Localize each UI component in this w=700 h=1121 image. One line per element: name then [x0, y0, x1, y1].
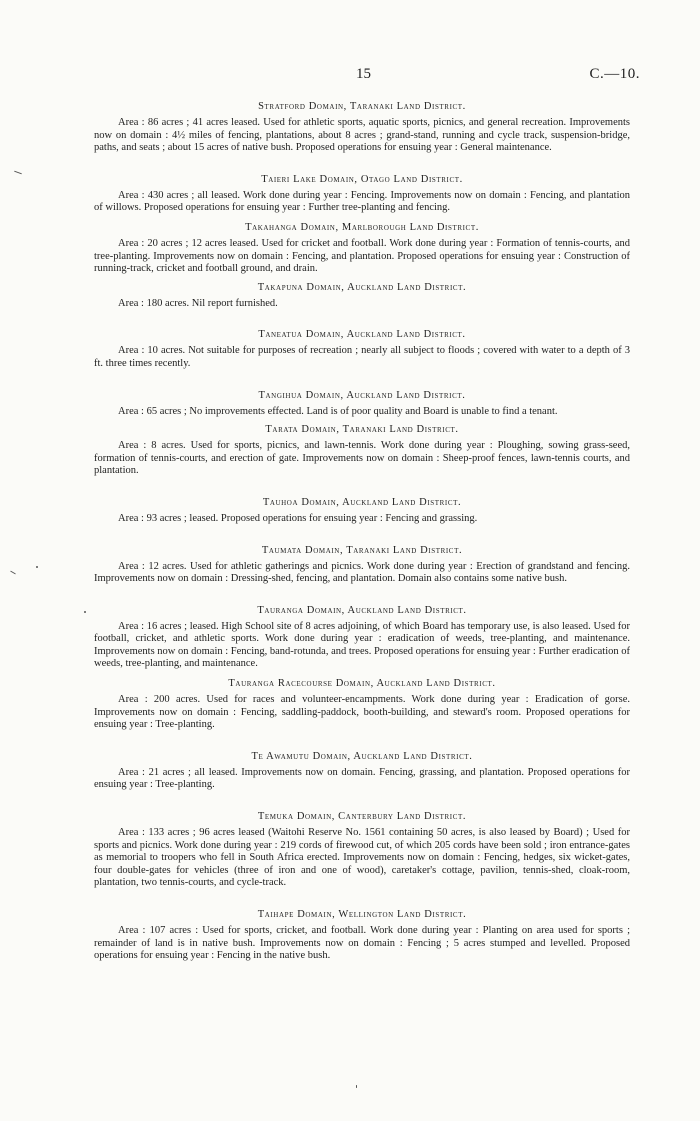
- domain-title: Taieri Lake Domain, Otago Land District.: [261, 173, 463, 185]
- domain-description: Area : 10 acres. Not suitable for purposes of recreation ; nearly all subject to floods ; covered with water to a depth of 3 ft. three times recently.: [94, 345, 630, 369]
- page-number: 15: [356, 66, 371, 82]
- domain-entry: [94, 389, 630, 419]
- scan-speck: [10, 571, 16, 575]
- domain-title: Takapuna Domain, Auckland Land District.: [257, 281, 467, 293]
- domain-description: Area : 65 acres ; No improvements effected. Land is of poor quality and Board is unable to find a tenant.: [118, 405, 558, 417]
- domain-entry: [94, 677, 630, 732]
- domain-entry: [94, 173, 630, 215]
- domain-description: Area : 12 acres. Used for athletic gatherings and picnics. Work done during year : Erection of grandstand and fencing. Improvements now on domain : Dressing-shed, fencing, and plantation. Domain also contains some native bush.: [94, 560, 630, 585]
- domain-entry: [94, 750, 630, 792]
- domain-title: Tarata Domain, Taranaki Land District.: [265, 424, 459, 436]
- domain-title: Te Awamutu Domain, Auckland Land District.: [251, 750, 473, 762]
- page-header: [0, 66, 700, 86]
- scan-speck: [14, 171, 22, 175]
- domain-description: Area : 93 acres ; leased. Proposed operations for ensuing year : Fencing and grassing.: [118, 512, 478, 524]
- domain-description: Area : 200 acres. Used for races and volunteer-encampments. Work done during year : Eradication of gorse. Improvements now on domain : Fencing, saddling-paddock, booth-building, and steward's room. Proposed operations for ensuing year : Tree-planting.: [94, 694, 630, 731]
- scan-speck: [36, 566, 38, 568]
- domain-description: Area : 86 acres ; 41 acres leased. Used for athletic sports, aquatic sports, picnics, and general recreation. Improvements now on domain : 4½ miles of fencing, plantations, about 8 acres ; grand-stand, running and cycle track, suspension-bridge, paths, and seats ; about 15 acres of native bush. Proposed operations for ensuing year : General maintenance.: [94, 117, 630, 154]
- domain-description: Area : 16 acres ; leased. High School site of 8 acres adjoining, of which Board has temporary use, is also leased. Used for football, cricket, and athletic sports. Work done during year : eradication of weeds, tree-planting, and maintenance. Improvements now on domain : Fencing, band-rotunda, and trees. Proposed operations for ensuing year : Further eradication of weeds, tree-planting, and maintenance.: [94, 620, 630, 670]
- domain-description: Area : 107 acres : Used for sports, cricket, and football. Work done during year : Planting on area used for sports ; remainder of land is in native bush. Improvements now on domain : Fencing ; 5 acres stumped and levelled. Proposed operations for ensuing year : Fencing in the native bush.: [94, 925, 630, 962]
- domain-entry: [94, 604, 630, 671]
- scan-speck: [356, 1085, 357, 1088]
- domain-title: Tauranga Racecourse Domain, Auckland Land District.: [228, 678, 496, 690]
- domain-entry: [94, 496, 630, 526]
- domain-description: Area : 133 acres ; 96 acres leased (Waitohi Reserve No. 1561 containing 50 acres, is also leased by Board) ; Used for sports and picnics. Work done during year : 219 cords of firewood cut, of which 205 cords have been sold ; iron entrance-gates as memorial to troopers who fell in South Africa erected. Improvements now on domain : Fencing, hedges, six wicket-gates, four double-gates for vehicles (three of iron and one of wood), caretaker's cottage, pavilion, tennis-shed, cloak-room, plantation, two tennis-courts, and cycle-track.: [94, 827, 630, 889]
- domain-report-list: [94, 100, 630, 963]
- domain-entry: [94, 100, 630, 155]
- domain-entry: [94, 423, 630, 478]
- domain-title: Taihape Domain, Wellington Land District.: [257, 909, 467, 920]
- domain-description: Area : 8 acres. Used for sports, picnics, and lawn-tennis. Work done during year : Ploughing, sowing grass-seed, formation of tennis-courts, and erection of gate. Improvements now on domain : Sheep-proof fences, lawn-tennis courts, and plantation.: [94, 440, 630, 477]
- domain-title: Stratford Domain, Taranaki Land District.: [258, 101, 466, 112]
- domain-entry: [94, 810, 630, 890]
- domain-title: Takahanga Domain, Marlborough Land District.: [245, 221, 479, 233]
- domain-entry: [94, 221, 630, 276]
- domain-title: Tauhoa Domain, Auckland Land District.: [262, 496, 462, 508]
- domain-title: Tangihua Domain, Auckland Land District.: [258, 389, 466, 401]
- domain-description: Area : 20 acres ; 12 acres leased. Used for cricket and football. Work done during year : Formation of tennis-courts, and tree-planting. Improvements now on domain : Fencing, and plantation. Proposed operations for ensuing year : Construction of running-track, cricket and football ground, and drain.: [94, 237, 630, 275]
- domain-entry: [94, 544, 630, 586]
- document-reference: C.—10.: [589, 66, 640, 82]
- domain-description: Area : 21 acres ; all leased. Improvements now on domain. Fencing, grassing, and plantation. Proposed operations for ensuing year : Tree-planting.: [94, 766, 630, 791]
- domain-description: Area : 430 acres ; all leased. Work done during year : Fencing. Improvements now on domain : Fencing, and plantation of willows. Proposed operations for ensuing year : Further tree-planting and fencing.: [94, 189, 630, 214]
- domain-title: Tauranga Domain, Auckland Land District.: [257, 604, 467, 616]
- domain-entry: [94, 908, 630, 963]
- scan-speck: [84, 611, 86, 613]
- domain-entry: [94, 281, 630, 311]
- domain-entry: [94, 328, 630, 370]
- domain-description: Area : 180 acres. Nil report furnished.: [118, 297, 278, 309]
- domain-title: Taumata Domain, Taranaki Land District.: [261, 544, 463, 556]
- domain-title: Temuka Domain, Canterbury Land District.: [257, 811, 467, 823]
- domain-title: Taneatua Domain, Auckland Land District.: [258, 329, 466, 341]
